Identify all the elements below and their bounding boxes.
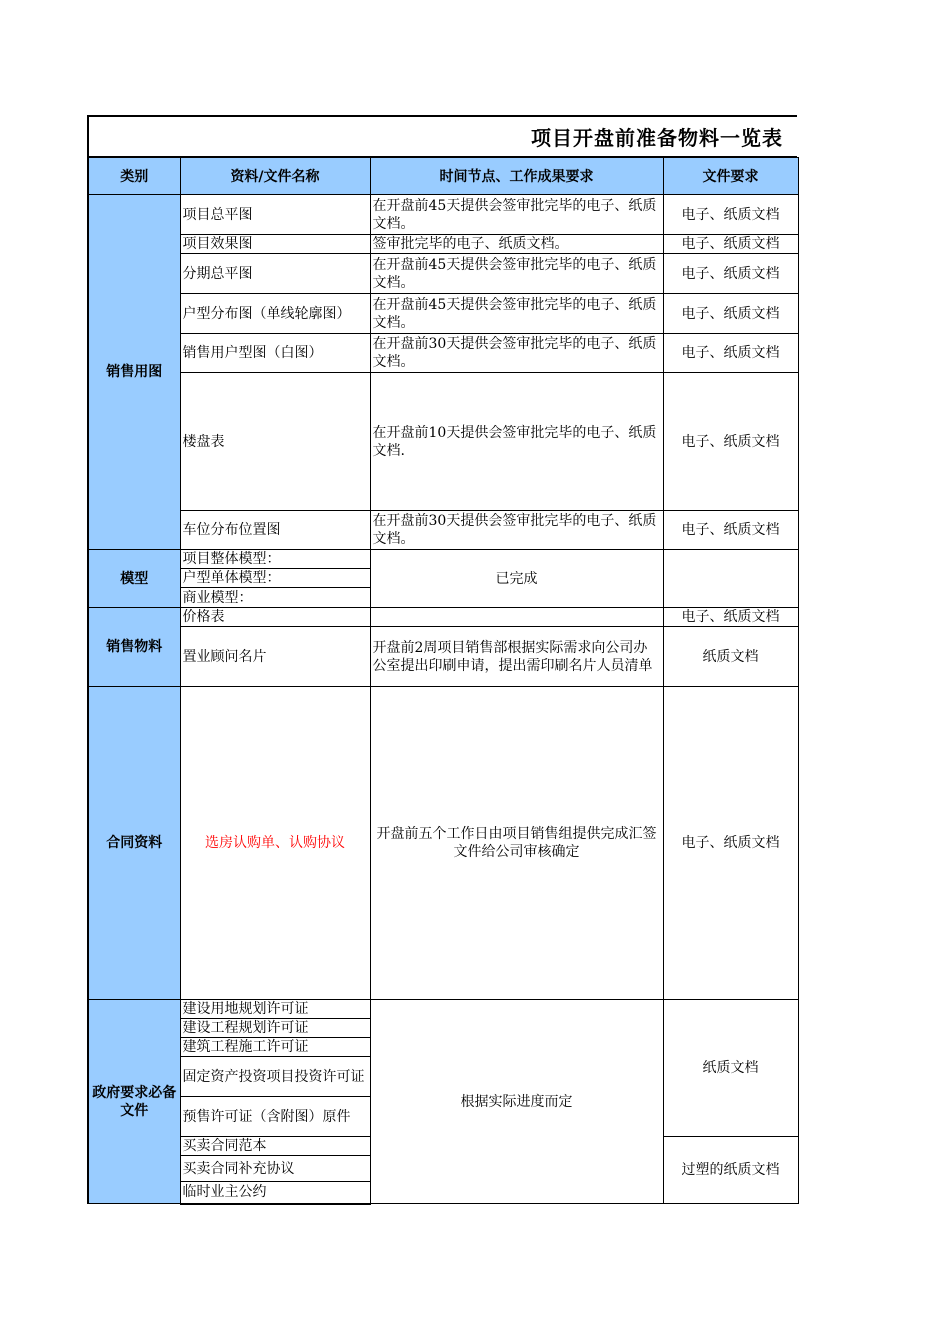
item-time: 在开盘前45天提供会签审批完毕的电子、纸质文档。 — [370, 254, 663, 294]
header-row — [88, 158, 798, 195]
item-requirement: 电子、纸质文档 — [663, 195, 798, 235]
header-time: 时间节点、工作成果要求 — [370, 158, 663, 195]
item-time: 签审批完毕的电子、纸质文档。 — [370, 235, 663, 254]
item-time: 开盘前五个工作日由项目销售组提供完成汇签文件给公司审核确定 — [370, 687, 663, 1000]
item-name: 买卖合同范本 — [180, 1137, 370, 1156]
header-requirement: 文件要求 — [663, 158, 798, 195]
item-requirement: 电子、纸质文档 — [663, 334, 798, 373]
header-name: 资料/文件名称 — [180, 158, 370, 195]
table-row — [88, 608, 798, 627]
item-name: 置业顾问名片 — [180, 627, 370, 687]
item-requirement: 纸质文档 — [663, 1000, 798, 1137]
item-time: 在开盘前30天提供会签审批完毕的电子、纸质文档。 — [370, 511, 663, 550]
table-row — [88, 550, 798, 569]
page-title: 项目开盘前准备物料一览表 — [531, 126, 783, 150]
item-requirement: 电子、纸质文档 — [663, 373, 798, 511]
item-name: 分期总平图 — [180, 254, 370, 294]
item-name: 商业模型： — [180, 588, 370, 608]
item-name: 户型单体模型： — [180, 569, 370, 588]
item-name: 车位分布位置图 — [180, 511, 370, 550]
category-cell: 销售物料 — [88, 608, 180, 687]
category-cell: 销售用图 — [88, 195, 180, 550]
category-cell: 模型 — [88, 550, 180, 608]
header-category: 类别 — [88, 158, 180, 195]
item-requirement: 电子、纸质文档 — [663, 294, 798, 334]
item-time: 在开盘前30天提供会签审批完毕的电子、纸质文档。 — [370, 334, 663, 373]
item-requirement: 电子、纸质文档 — [663, 687, 798, 1000]
item-time: 根据实际进度而定 — [370, 1000, 663, 1204]
title-row — [87, 115, 797, 157]
table-row — [88, 334, 798, 373]
item-name: 项目整体模型： — [180, 550, 370, 569]
item-time: 在开盘前45天提供会签审批完毕的电子、纸质文档。 — [370, 294, 663, 334]
item-name: 建设用地规划许可证 — [180, 1000, 370, 1019]
item-requirement — [663, 550, 798, 608]
table-row — [88, 195, 798, 235]
item-name: 项目总平图 — [180, 195, 370, 235]
item-requirement: 电子、纸质文档 — [663, 254, 798, 294]
item-time: 开盘前2周项目销售部根据实际需求向公司办公室提出印刷申请，提出需印刷名片人员清单 — [370, 627, 663, 687]
item-name: 固定资产投资项目投资许可证 — [180, 1057, 370, 1097]
item-time: 在开盘前45天提供会签审批完毕的电子、纸质文档。 — [370, 195, 663, 235]
item-name: 买卖合同补充协议 — [180, 1156, 370, 1182]
item-time: 在开盘前10天提供会签审批完毕的电子、纸质文档. — [370, 373, 663, 511]
item-name: 楼盘表 — [180, 373, 370, 511]
category-cell: 政府要求必备文件 — [88, 1000, 180, 1204]
materials-table — [87, 157, 799, 1205]
item-requirement: 纸质文档 — [663, 627, 798, 687]
item-requirement: 过塑的纸质文档 — [663, 1137, 798, 1204]
table-row — [88, 294, 798, 334]
item-name: 临时业主公约 — [180, 1182, 370, 1204]
item-time: 已完成 — [370, 550, 663, 608]
item-name: 建设工程规划许可证 — [180, 1019, 370, 1038]
table-row — [88, 373, 798, 511]
item-name: 户型分布图（单线轮廓图） — [180, 294, 370, 334]
item-name: 价格表 — [180, 608, 370, 627]
item-time — [370, 608, 663, 627]
item-name: 建筑工程施工许可证 — [180, 1038, 370, 1057]
item-name: 选房认购单、认购协议 — [180, 687, 370, 1000]
table-row — [88, 1000, 798, 1019]
item-name: 销售用户型图（白图） — [180, 334, 370, 373]
table-row — [88, 511, 798, 550]
item-requirement: 电子、纸质文档 — [663, 511, 798, 550]
table-row — [88, 627, 798, 687]
item-requirement: 电子、纸质文档 — [663, 608, 798, 627]
spreadsheet — [87, 115, 797, 1205]
category-cell: 合同资料 — [88, 687, 180, 1000]
table-row — [88, 687, 798, 1000]
table-row — [88, 235, 798, 254]
item-requirement: 电子、纸质文档 — [663, 235, 798, 254]
table-row — [88, 254, 798, 294]
item-name: 预售许可证（含附图）原件 — [180, 1097, 370, 1137]
item-name: 项目效果图 — [180, 235, 370, 254]
